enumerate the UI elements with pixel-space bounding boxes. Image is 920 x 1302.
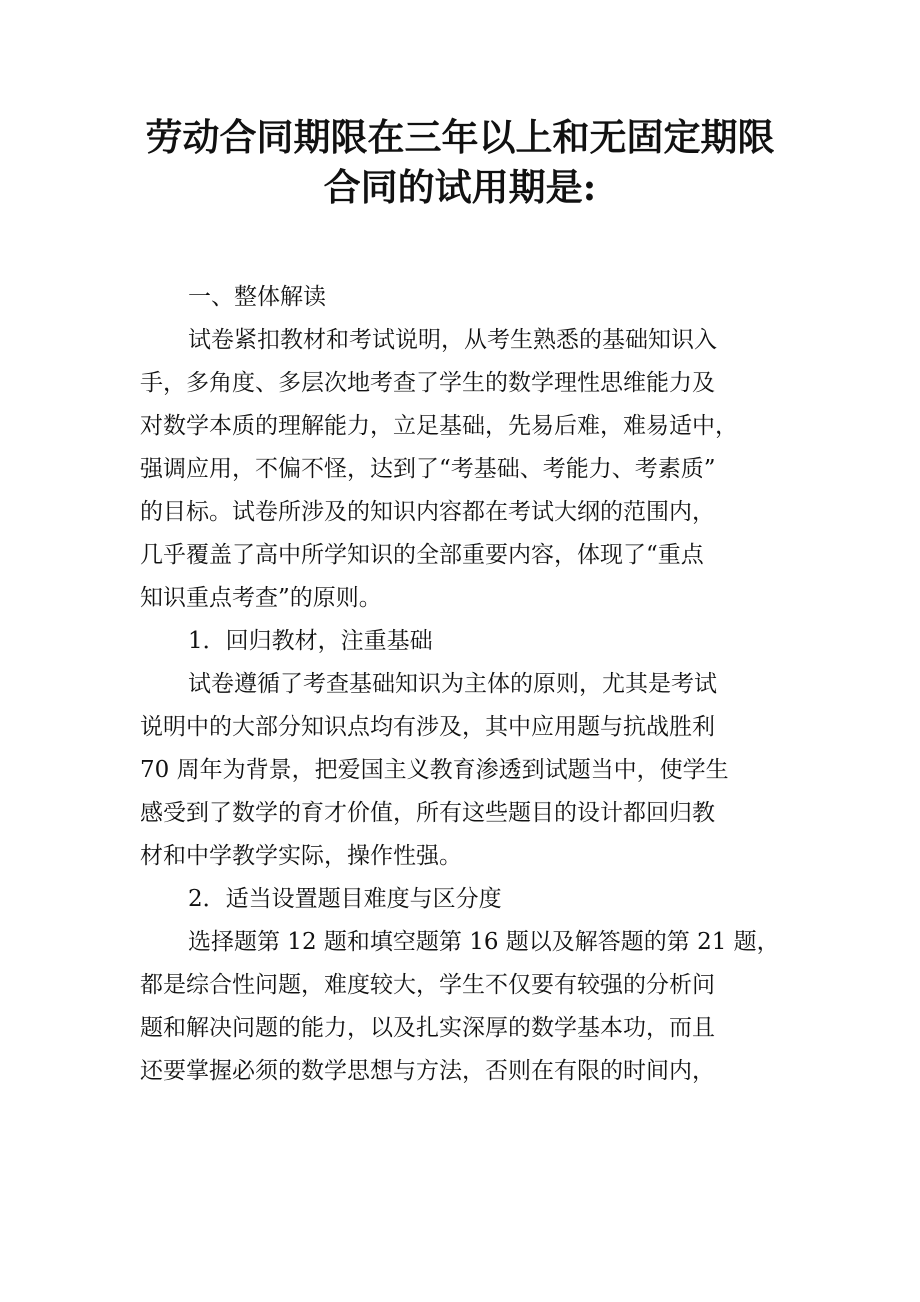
text-line: 说明中的大部分知识点均有涉及，其中应用题与抗战胜利 — [140, 714, 715, 740]
text-line: 感受到了数学的育才价值，所有这些题目的设计都回归教 — [140, 800, 715, 826]
text-line: 几乎覆盖了高中所学知识的全部重要内容，体现了“重点 — [140, 542, 704, 568]
paragraph — [140, 663, 780, 878]
text-line: 强调应用，不偏不怪，达到了“考基础、考能力、考素质” — [140, 456, 716, 482]
text-line: 一、整体解读 — [188, 284, 326, 310]
paragraph — [140, 921, 780, 1093]
paragraph — [140, 319, 780, 620]
text-line: 知识重点考查”的原则。 — [140, 585, 382, 611]
text-line: 选择题第 12 题和填空题第 16 题以及解答题的第 21 题， — [188, 929, 780, 955]
text-line: 对数学本质的理解能力，立足基础，先易后难，难易适中， — [140, 413, 738, 439]
title-line-1: 劳动合同期限在三年以上和无固定期限 — [145, 115, 775, 159]
text-line: 题和解决问题的能力，以及扎实深厚的数学基本功，而且 — [140, 1015, 715, 1041]
text-line: 试卷紧扣教材和考试说明，从考生熟悉的基础知识入 — [188, 327, 717, 353]
text-line: 1．回归教材，注重基础 — [188, 628, 433, 654]
text-line: 70 周年为背景，把爱国主义教育渗透到试题当中，使学生 — [140, 757, 729, 783]
document-title — [100, 112, 820, 212]
title-line-2: 合同的试用期是: — [323, 165, 597, 209]
text-line: 试卷遵循了考查基础知识为主体的原则，尤其是考试 — [188, 671, 717, 697]
text-line: 2．适当设置题目难度与区分度 — [188, 886, 502, 912]
text-line: 手，多角度、多层次地考查了学生的数学理性思维能力及 — [140, 370, 715, 396]
text-line: 还要掌握必须的数学思想与方法，否则在有限的时间内， — [140, 1058, 715, 1084]
subsection-heading — [140, 620, 780, 663]
section-heading — [140, 276, 780, 319]
subsection-heading — [140, 878, 780, 921]
document-body — [140, 276, 780, 1093]
text-line: 材和中学教学实际，操作性强。 — [140, 843, 462, 869]
text-line: 的目标。试卷所涉及的知识内容都在考试大纲的范围内， — [140, 499, 715, 525]
text-line: 都是综合性问题，难度较大，学生不仅要有较强的分析问 — [140, 972, 715, 998]
